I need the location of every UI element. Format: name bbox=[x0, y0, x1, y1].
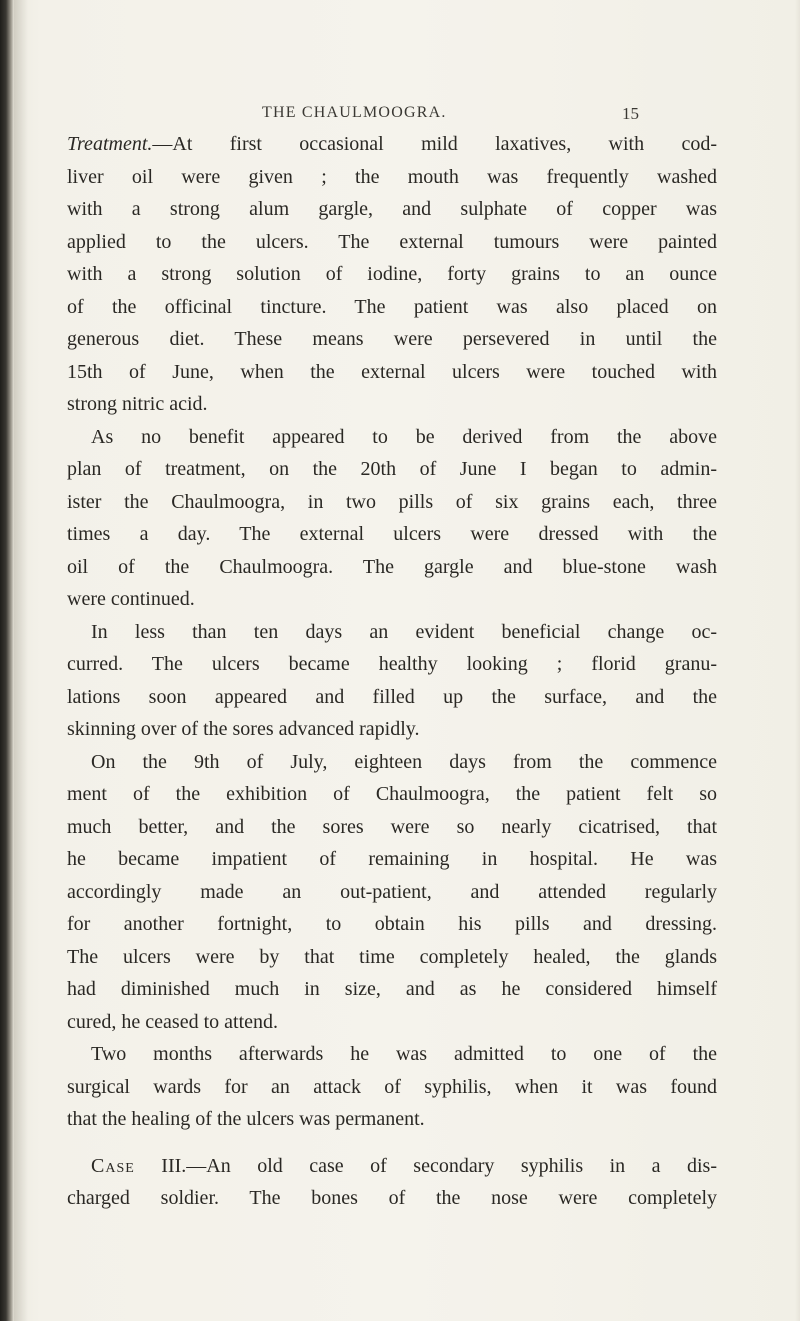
book-binding-edge bbox=[0, 0, 14, 1321]
running-head: THE CHAULMOOGRA. bbox=[262, 104, 447, 121]
gutter-shadow bbox=[14, 0, 28, 1321]
text-line: Treatment.—At first occasional mild laxatives, with cod- bbox=[67, 133, 717, 155]
page-edge bbox=[795, 0, 800, 1321]
text-line: cured, he ceased to attend. bbox=[67, 1010, 279, 1033]
text-line: In less than ten days an evident beneficial change oc- bbox=[91, 620, 717, 643]
text-line: lations soon appeared and filled up the surface, and the bbox=[67, 685, 717, 708]
text-line: that the healing of the ulcers was permanent. bbox=[67, 1108, 425, 1130]
text-line: much better, and the sores were so nearly cicatrised, that bbox=[67, 815, 717, 838]
text-line: 15th of June, when the external ulcers were touched with bbox=[67, 360, 717, 383]
text-line: liver oil were given ; the mouth was frequently washed bbox=[67, 165, 717, 188]
text-line: generous diet. These means were persevered in until the bbox=[67, 328, 717, 350]
case-heading: Case bbox=[91, 1154, 135, 1177]
text-line: with a strong solution of iodine, forty grains to an ounce bbox=[67, 263, 717, 285]
text-line: were continued. bbox=[67, 588, 195, 610]
text-line: surgical wards for an attack of syphilis, when it was found bbox=[67, 1075, 717, 1098]
text-line: had diminished much in size, and as he considered himself bbox=[67, 978, 717, 1000]
text-line: ment of the exhibition of Chaulmoogra, the patient felt so bbox=[67, 783, 717, 805]
body-text bbox=[67, 128, 717, 1215]
text-line: charged soldier. The bones of the nose were completely bbox=[67, 1187, 717, 1209]
text-line: times a day. The external ulcers were dressed with the bbox=[67, 523, 717, 545]
text-line: Case III.—An old case of secondary syphilis in a dis- bbox=[91, 1154, 717, 1177]
text-line: applied to the ulcers. The external tumours were painted bbox=[67, 230, 717, 253]
text-line: of the officinal tincture. The patient was also placed on bbox=[67, 295, 717, 318]
text-line: oil of the Chaulmoogra. The gargle and blue-stone wash bbox=[67, 555, 717, 578]
text-line: skinning over of the sores advanced rapidly. bbox=[67, 718, 420, 740]
page-number: 15 bbox=[622, 104, 639, 123]
text-line: On the 9th of July, eighteen days from the commence bbox=[91, 750, 717, 773]
text-line: ister the Chaulmoogra, in two pills of six grains each, three bbox=[67, 490, 717, 513]
text-line: strong nitric acid. bbox=[67, 393, 208, 415]
text-line: he became impatient of remaining in hospital. He was bbox=[67, 848, 717, 870]
text-line: The ulcers were by that time completely healed, the glands bbox=[67, 945, 717, 968]
text-line: As no benefit appeared to be derived from the above bbox=[91, 425, 717, 448]
text-line: for another fortnight, to obtain his pills and dressing. bbox=[67, 913, 717, 935]
text-line: curred. The ulcers became healthy looking ; florid granu- bbox=[67, 653, 717, 675]
text-line: with a strong alum gargle, and sulphate of copper was bbox=[67, 198, 717, 220]
text-line: plan of treatment, on the 20th of June I began to admin- bbox=[67, 458, 717, 480]
text-line: accordingly made an out-patient, and attended regularly bbox=[67, 880, 717, 903]
text-line: Two months afterwards he was admitted to one of the bbox=[91, 1043, 717, 1065]
treatment-heading: Treatment. bbox=[67, 133, 153, 155]
